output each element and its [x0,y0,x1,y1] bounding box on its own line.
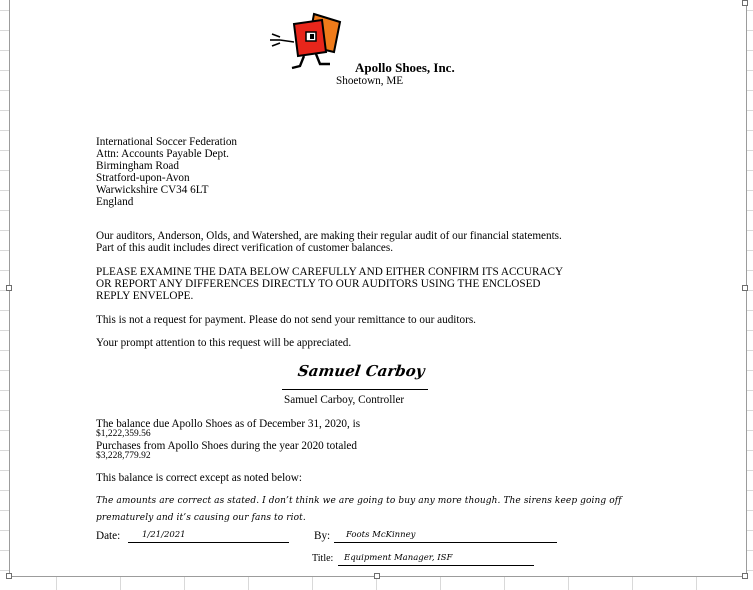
signature-line [282,389,428,390]
instruction-paragraph-line: OR REPORT ANY DIFFERENCES DIRECTLY TO OUR AUDITORS USING THE ENCLOSED [96,278,541,290]
by-value[interactable]: Foots McKinney [346,530,416,540]
address-line: International Soccer Federation [96,136,238,148]
purchases-statement: Purchases from Apollo Shoes during the year 2020 totaled [96,440,357,452]
resize-handle-bottom-middle[interactable] [374,573,380,579]
resize-handle-bottom-right[interactable] [742,573,748,579]
address-line: Warwickshire CV34 6LT [96,184,209,196]
address-line: Birmingham Road [96,160,179,172]
company-city: Shoetown, ME [336,75,404,87]
purchases-amount: $3,228,779.92 [96,451,151,461]
audit-paragraph-line: Our auditors, Anderson, Olds, and Watershed, are making their regular audit of our financial statements. [96,230,562,242]
company-logo [268,12,348,74]
audit-paragraph-line: Part of this audit includes direct verification of customer balances. [96,242,393,254]
closing-sentence: Your prompt attention to this request will be appreciated. [96,337,352,349]
title-value[interactable]: Equipment Manager, ISF [344,553,453,563]
balance-amount: $1,222,359.56 [96,429,151,439]
address-line: Attn: Accounts Payable Dept. [96,148,229,160]
by-label: By: [314,530,331,542]
title-label: Title: [312,553,334,564]
customer-note-line[interactable]: The amounts are correct as stated. I don’t think we are going to buy any more though. The sirens keep going off [96,496,622,506]
instruction-paragraph-line: REPLY ENVELOPE. [96,290,194,302]
confirmation-letter[interactable] [9,0,747,577]
company-name: Apollo Shoes, Inc. [355,60,455,75]
address-line: England [96,196,134,208]
balance-statement: The balance due Apollo Shoes as of December 31, 2020, is [96,418,361,430]
customer-note-line[interactable]: prematurely and it’s causing our fans to riot. [96,513,306,523]
resize-handle-right-middle[interactable] [742,285,748,291]
handwritten-signature: Samuel Carboy [296,362,426,380]
payment-notice: This is not a request for payment. Please do not send your remittance to our auditors. [96,314,476,326]
resize-handle-left-middle[interactable] [6,285,12,291]
title-underline [338,565,534,566]
address-line: Stratford-upon-Avon [96,172,190,184]
date-label: Date: [96,530,121,542]
signer-name-title: Samuel Carboy, Controller [284,394,405,406]
by-underline [334,542,557,543]
confirmation-statement: This balance is correct except as noted below: [96,472,302,484]
date-value[interactable]: 1/21/2021 [142,530,186,540]
resize-handle-top-right[interactable] [742,0,748,6]
date-underline [128,542,289,543]
resize-handle-bottom-left[interactable] [6,573,12,579]
instruction-paragraph-line: PLEASE EXAMINE THE DATA BELOW CAREFULLY AND EITHER CONFIRM ITS ACCURACY [96,266,564,278]
running-shoe-mascot-logo-icon [268,12,348,74]
